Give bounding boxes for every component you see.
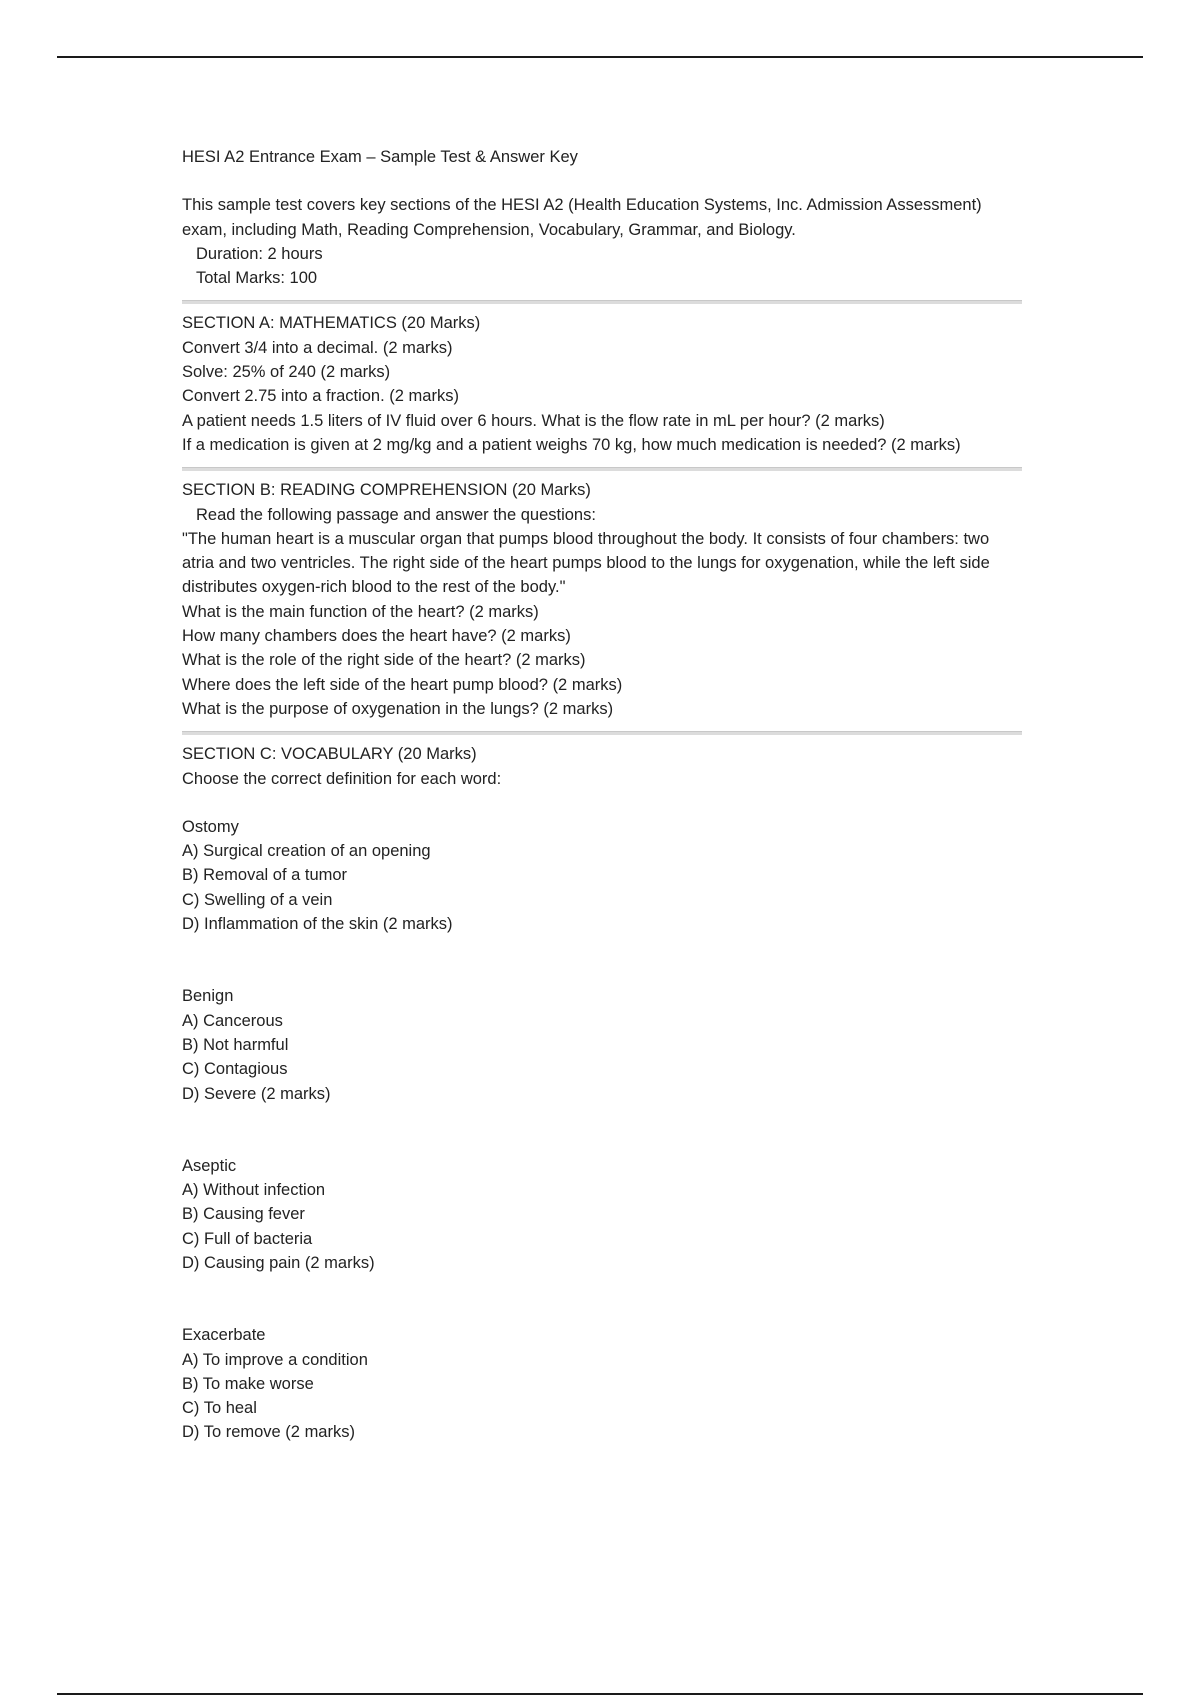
section-c-heading: SECTION C: VOCABULARY (20 Marks) (182, 745, 477, 764)
section-divider (182, 300, 1022, 304)
vocab-item (182, 815, 1022, 936)
math-question-4: A patient needs 1.5 liters of IV fluid over 6 hours. What is the flow rate in mL per hour? (2 marks) (182, 411, 885, 430)
document-title: HESI A2 Entrance Exam – Sample Test & Answer Key (182, 148, 578, 166)
reading-question-2: How many chambers does the heart have? (2 marks) (182, 627, 571, 646)
vocab-word: Ostomy (182, 817, 239, 836)
math-question-5: If a medication is given at 2 mg/kg and a patient weighs 70 kg, how much medication is needed? (2 marks) (182, 435, 961, 454)
vocab-option: A) Cancerous (182, 1011, 283, 1030)
vocab-option: A) Without infection (182, 1181, 326, 1200)
math-question-2: Solve: 25% of 240 (2 marks) (182, 363, 391, 382)
vocab-option: B) Causing fever (182, 1205, 305, 1224)
vocab-option: D) Inflammation of the skin (2 marks) (182, 915, 453, 934)
document-body (182, 145, 1022, 1445)
section-divider (182, 731, 1022, 735)
section-a-heading: SECTION A: MATHEMATICS (20 Marks) (182, 314, 481, 333)
reading-question-3: What is the role of the right side of the heart? (2 marks) (182, 651, 586, 670)
vocab-option: C) Swelling of a vein (182, 890, 333, 909)
duration-text: Duration: 2 hours (196, 244, 323, 263)
vocab-option: A) To improve a condition (182, 1350, 368, 1369)
reading-question-5: What is the purpose of oxygenation in the lungs? (2 marks) (182, 699, 614, 718)
reading-instruction: Read the following passage and answer the questions: (196, 505, 596, 524)
vocab-option: D) To remove (2 marks) (182, 1423, 355, 1442)
footer-rule (57, 1693, 1143, 1695)
vocab-option: B) Not harmful (182, 1035, 289, 1054)
vocab-item (182, 1323, 1022, 1444)
section-divider (182, 467, 1022, 471)
vocab-option: C) Contagious (182, 1060, 288, 1079)
math-question-3: Convert 2.75 into a fraction. (2 marks) (182, 387, 459, 406)
intro-description: This sample test covers key sections of the HESI A2 (Health Education Systems, Inc. Admission Assessment) exam, including Math, Reading Comprehension, Vocabulary, Grammar, and Biology. (182, 196, 987, 239)
vocab-option: C) Full of bacteria (182, 1229, 313, 1248)
vocab-option: A) Surgical creation of an opening (182, 842, 431, 861)
vocab-option: D) Severe (2 marks) (182, 1084, 331, 1103)
math-question-1: Convert 3/4 into a decimal. (2 marks) (182, 338, 453, 357)
vocab-option: C) To heal (182, 1399, 257, 1418)
section-b-heading: SECTION B: READING COMPREHENSION (20 Marks) (182, 481, 591, 500)
vocab-option: D) Causing pain (2 marks) (182, 1253, 375, 1272)
header-rule (57, 56, 1143, 58)
reading-passage: "The human heart is a muscular organ that pumps blood throughout the body. It consists of four chambers: two atria and two ventricles. The right side of the heart pumps blood to the lungs for oxygenation, while the left side distributes oxygen-rich blood to the rest of the body." (182, 529, 995, 597)
vocab-item (182, 1154, 1022, 1275)
vocab-option: B) Removal of a tumor (182, 866, 348, 885)
vocab-option: B) To make worse (182, 1374, 314, 1393)
reading-question-4: Where does the left side of the heart pump blood? (2 marks) (182, 675, 623, 694)
total-marks-text: Total Marks: 100 (196, 269, 318, 288)
vocab-item (182, 984, 1022, 1105)
vocab-word: Exacerbate (182, 1326, 266, 1345)
reading-question-1: What is the main function of the heart? (2 marks) (182, 602, 539, 621)
vocab-word: Benign (182, 987, 234, 1006)
vocabulary-instruction: Choose the correct definition for each word: (182, 769, 502, 788)
vocab-word: Aseptic (182, 1156, 237, 1175)
